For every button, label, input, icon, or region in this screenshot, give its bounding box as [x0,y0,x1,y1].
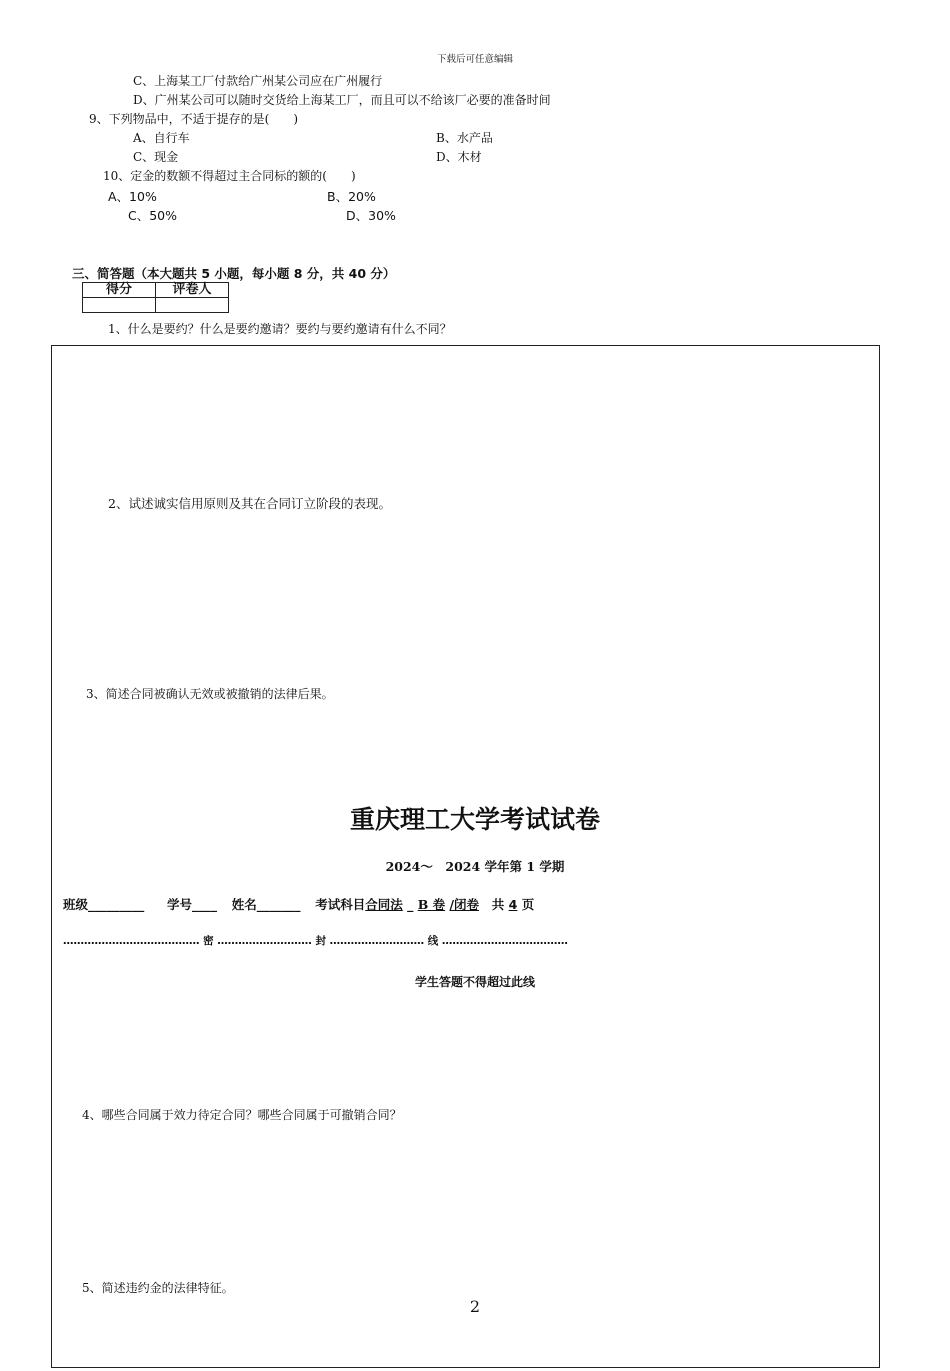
q9-option-a: A、自行车 [133,131,190,145]
question-4: 4、哪些合同属于效力待定合同？哪些合同属于可撤销合同？ [82,1108,402,1122]
q10-option-d: D、30% [346,208,396,223]
closed-book: /闭卷 [449,897,480,912]
q10-option-c: C、50% [128,208,178,223]
question-5: 5、简述违约金的法律特征。 [82,1281,234,1295]
paper-type: B 卷 [417,897,446,912]
pages-value: 4 [508,897,518,912]
subject-label: 考试科目 [315,897,366,912]
page-number: 2 [469,1297,481,1316]
question-3: 3、简述合同被确认无效或被撤销的法律后果。 [86,687,334,701]
q8-option-d: D、广州某公司可以随时交货给上海某工厂，而且可以不给该厂必要的准备时间 [133,93,551,107]
pages-prefix: 共 [491,897,505,912]
pages-suffix: 页 [521,897,535,912]
name-field[interactable]: 姓名_______ [231,897,301,912]
header-note: 下载后可任意编辑 [436,54,513,65]
question-2: 2、试述诚实信用原则及其在合同订立阶段的表现。 [108,496,391,511]
student-info-line [63,895,534,913]
class-field[interactable]: 班级_________ [63,897,145,912]
seal-line: ………………………………… 密 ……………………… 封 ……………………… 线 ……………………………… [63,935,568,947]
grader-label: 评卷人 [156,283,229,298]
exam-term: 2024～ 2024 学年第 1 学期 [385,859,565,874]
q9-option-c: C、现金 [133,150,179,164]
q9-option-d: D、木材 [436,150,482,164]
q9-stem: 9、下列物品中，不适于提存的是( ) [89,112,298,126]
student-id-field[interactable]: 学号____ [166,897,217,912]
q10-option-a: A、10% [108,189,157,204]
q10-stem: 10、定金的数额不得超过主合同标的额的( ) [103,169,356,183]
subject-value: 合同法 [365,897,403,912]
score-label: 得分 [83,283,156,298]
q8-option-c: C、上海某工厂付款给广州某公司应在广州履行 [133,74,383,88]
grader-cell[interactable] [156,298,229,313]
section-3-heading: 三、简答题（本大题共 5 小题，每小题 8 分，共 40 分） [72,266,396,281]
score-table [82,282,229,313]
no-cross-notice: 学生答题不得超过此线 [414,975,535,989]
exam-title: 重庆理工大学考试试卷 [349,805,600,834]
q10-option-b: B、20% [327,189,376,204]
score-cell[interactable] [83,298,156,313]
subject-separator: _ [402,897,418,912]
question-1: 1、什么是要约？什么是要约邀请？要约与要约邀请有什么不同？ [108,322,452,336]
q9-option-b: B、水产品 [436,131,493,145]
